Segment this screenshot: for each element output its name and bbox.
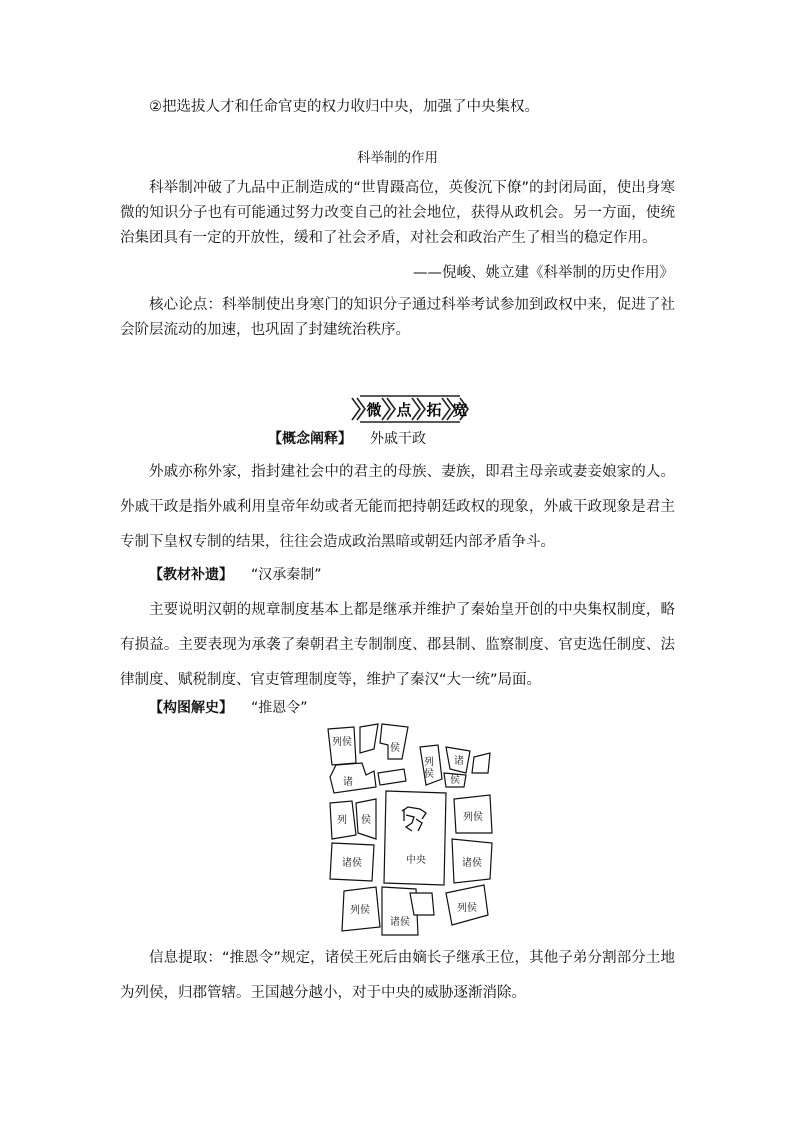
- label-hou-tr2: 侯: [450, 775, 460, 786]
- label-lie-ml: 列: [337, 815, 347, 826]
- label-liehou-bl: 列侯: [350, 905, 370, 916]
- label-hou-tr1: 侯: [424, 769, 434, 780]
- small-bc-block: [410, 893, 434, 915]
- label-zhuhou-mr: 诸侯: [462, 858, 482, 869]
- label-center: 中央: [406, 855, 426, 866]
- concept-topic: 外戚干政: [370, 431, 426, 447]
- diagram-topic: “推恩令”: [251, 700, 308, 716]
- concept-body: 外戚亦称外家，指封建社会中的君主的母族、妻族，即君主母亲或妻妾娘家的人。外戚干政是指外戚利用皇帝年幼或者无能而把持朝廷政权的现象，外戚干政现象是君主专制下皇权专制的结果，往往会造成政治黑暗或朝廷内部矛盾争斗。: [120, 464, 675, 550]
- keju-body: 科举制冲破了九品中正制造成的“世胄蹑高位，英俊沉下僚”的封闭局面，使出身寒微的知识分子也有可能通过努力改变自己的社会地位，获得从政机会。另一方面，使统治集团具有一定的开放性，缓和了社会矛盾，对社会和政治产生了相当的稳定作用。: [120, 180, 675, 246]
- label-hou-t: 侯: [390, 743, 400, 754]
- small-tl-block: [360, 724, 378, 753]
- keju-title: 科举制的作用: [357, 150, 438, 166]
- label-zhuhou-bc: 诸侯: [390, 917, 410, 928]
- keju-source: ——倪峻、姚立建《科举制的历史作用》: [413, 265, 674, 281]
- supplement-body: 主要说明汉朝的规章制度基本上都是继承并维护了秦始皇开创的中央集权制度，略有损益。主要表现为承袭了秦朝君主专制制度、郡县制、监察制度、官吏选任制度、法律制度、赋税制度、官吏管理制度等，维护了秦汉“大一统”局面。: [120, 602, 675, 688]
- label-zhu-tr: 诸: [454, 756, 464, 767]
- center-block: [384, 791, 446, 885]
- diagram-label: 【构图解史】: [149, 700, 233, 716]
- label-zhu-tl: 诸: [343, 777, 353, 788]
- heading-char-4: 宽: [452, 401, 468, 419]
- label-zhuhou-ml: 诸侯: [342, 858, 362, 869]
- heading-char-3: 拓: [426, 401, 442, 419]
- heading-char-1: 微: [366, 401, 382, 419]
- label-hou-ml: 侯: [361, 815, 371, 826]
- diagram-label-line: [149, 697, 308, 719]
- tuienling-diagram: [322, 721, 498, 939]
- info-extraction: 信息提取：“推恩令”规定，诸侯王死后由嫡长子继承王位，其他子弟分割部分土地为列侯，归郡管辖。王国越分越小，对于中央的威胁逐渐消除。: [120, 950, 675, 1001]
- label-lie-tr: 列: [424, 757, 434, 768]
- supplement-label: 【教材补遗】: [149, 567, 233, 583]
- supplement-label-line: [149, 564, 322, 586]
- concept-label-line: [268, 428, 426, 450]
- section-heading-weidian-tuokuan: [348, 394, 472, 424]
- supplement-topic: “汉承秦制”: [251, 567, 322, 583]
- heading-char-2: 点: [396, 401, 412, 419]
- label-liehou-br: 列侯: [457, 903, 477, 914]
- point-2-text: ②把选拔人才和任命官吏的权力收归中央，加强了中央集权。: [149, 99, 539, 115]
- zhu-tl-block: [330, 763, 376, 793]
- concept-label: 【概念阐释】: [268, 431, 352, 447]
- label-liehou-tl: 列侯: [332, 737, 352, 748]
- small-strip-block: [378, 769, 406, 785]
- keju-core-argument: 核心论点：科举制使出身寒门的知识分子通过科举考试参加到政权中来，促进了社会阶层流动的加速，也巩固了封建统治秩序。: [120, 297, 675, 338]
- label-liehou-mr: 列侯: [463, 812, 483, 823]
- small-tr-block: [472, 753, 490, 773]
